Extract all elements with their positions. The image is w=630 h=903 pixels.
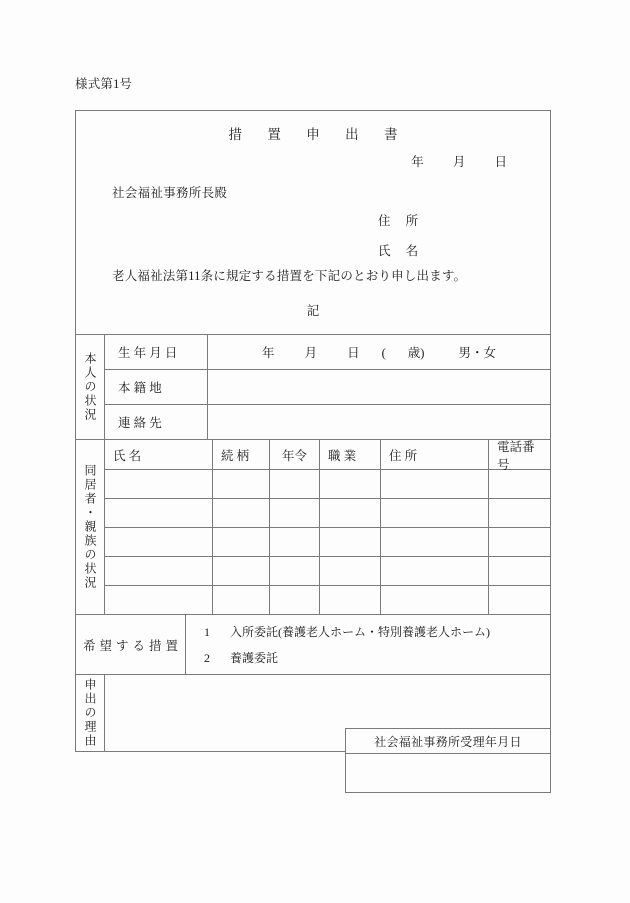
form-number: 様式第1号 — [75, 77, 133, 91]
desired-measure-options — [186, 615, 550, 674]
desired-measure-section — [76, 615, 550, 675]
cell-relationship[interactable] — [213, 557, 270, 585]
cell-telephone[interactable] — [489, 557, 550, 585]
cell-age[interactable] — [270, 586, 320, 614]
person-status-rows — [105, 335, 550, 439]
cell-telephone[interactable] — [489, 470, 550, 498]
contact-value[interactable] — [208, 405, 550, 439]
column-header-telephone: 電話番号 — [497, 439, 535, 472]
contact-label: 連 絡 先 — [105, 405, 208, 439]
desired-measure-label: 希望する措置 — [76, 615, 186, 674]
table-row — [105, 499, 550, 528]
applicant-address-label: 住 所 — [378, 214, 425, 228]
cell-telephone[interactable] — [489, 499, 550, 527]
measure-option-1[interactable] — [204, 623, 550, 640]
cohabitants-rows — [105, 440, 550, 614]
cell-name[interactable] — [105, 499, 213, 527]
cell-address[interactable] — [381, 499, 489, 527]
cell-name[interactable] — [105, 557, 213, 585]
cell-occupation[interactable] — [320, 528, 381, 556]
form-frame — [75, 110, 551, 752]
cell-occupation[interactable] — [320, 586, 381, 614]
cell-occupation[interactable] — [320, 470, 381, 498]
cell-age[interactable] — [270, 557, 320, 585]
cell-name[interactable] — [105, 528, 213, 556]
form-header-block — [76, 111, 550, 335]
receipt-header: 社会福祉事務所受理年月日 — [346, 729, 550, 754]
table-row — [105, 557, 550, 586]
reason-vertical-label: 申出の理由 — [76, 675, 105, 751]
table-row — [105, 405, 550, 439]
column-header-name: 氏 名 — [105, 440, 213, 469]
cell-address[interactable] — [381, 586, 489, 614]
cell-name[interactable] — [105, 586, 213, 614]
cell-age[interactable] — [270, 499, 320, 527]
cell-telephone[interactable] — [489, 586, 550, 614]
document-title: 措 置 申 出 書 — [228, 127, 409, 142]
table-row — [105, 370, 550, 405]
column-header-relationship: 続 柄 — [213, 440, 270, 469]
person-status-vertical-label: 本人の状況 — [76, 335, 105, 439]
cell-address[interactable] — [381, 557, 489, 585]
cell-address[interactable] — [381, 528, 489, 556]
domicile-label: 本 籍 地 — [105, 370, 208, 404]
cohabitants-vertical-label: 同居者・親族の状況 — [76, 440, 105, 614]
cell-age[interactable] — [270, 470, 320, 498]
cell-relationship[interactable] — [213, 499, 270, 527]
cohabitants-section — [76, 440, 550, 615]
birthdate-label: 生 年 月 日 — [105, 335, 208, 369]
addressee-line: 社会福祉事務所長殿 — [112, 186, 228, 200]
submission-date-line: 年 月 日 — [411, 155, 520, 169]
table-row — [105, 586, 550, 614]
column-header-age: 年令 — [270, 440, 320, 469]
cell-relationship[interactable] — [213, 470, 270, 498]
table-row — [105, 335, 550, 370]
birthdate-value[interactable]: 年 月 日 ( 歳) 男・女 — [262, 346, 496, 360]
cell-occupation[interactable] — [320, 499, 381, 527]
measure-option-1-number: 1 — [204, 625, 210, 639]
table-row — [105, 528, 550, 557]
cell-address[interactable] — [381, 470, 489, 498]
receipt-value[interactable] — [346, 754, 550, 792]
person-status-section — [76, 335, 550, 440]
kisai-marker: 記 — [306, 304, 320, 318]
cohabitants-header-row — [105, 440, 550, 470]
cell-occupation[interactable] — [320, 557, 381, 585]
cell-relationship[interactable] — [213, 528, 270, 556]
applicant-name-label: 氏 名 — [378, 244, 425, 258]
cell-telephone[interactable] — [489, 528, 550, 556]
receipt-box — [345, 728, 551, 793]
domicile-value[interactable] — [208, 370, 550, 404]
measure-option-1-text: 入所委託(養護老人ホーム・特別養護老人ホーム) — [230, 625, 490, 639]
cell-name[interactable] — [105, 470, 213, 498]
statement-text: 老人福祉法第11条に規定する措置を下記のとおり申し出ます。 — [112, 269, 467, 283]
column-header-occupation: 職 業 — [320, 440, 381, 469]
measure-option-2[interactable] — [204, 649, 550, 666]
table-row — [105, 470, 550, 499]
measure-option-2-number: 2 — [204, 651, 210, 665]
measure-option-2-text: 養護委託 — [230, 651, 279, 665]
cell-relationship[interactable] — [213, 586, 270, 614]
cell-age[interactable] — [270, 528, 320, 556]
column-header-address: 住 所 — [381, 440, 489, 469]
applicant-block — [372, 211, 424, 271]
